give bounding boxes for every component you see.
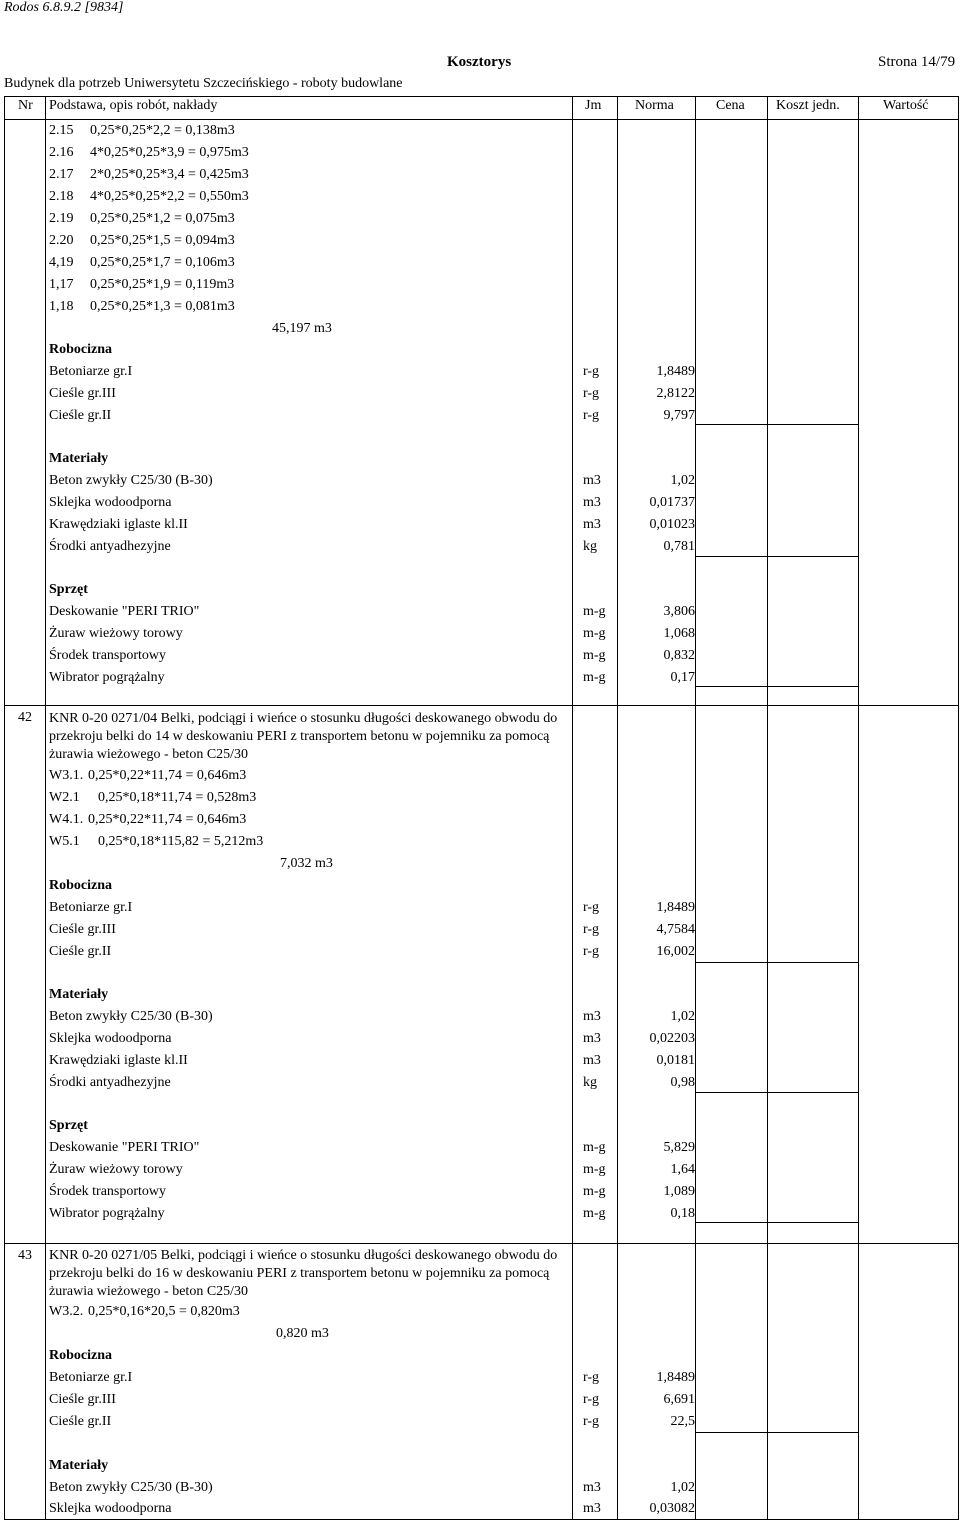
calc-line: W2.1 0,25*0,18*11,74 = 0,528m3 (49, 790, 257, 805)
col-header-value: Wartość (883, 98, 929, 113)
equipment-row: Deskowanie "PERI TRIO" m-g 3,806 (49, 604, 695, 619)
col-header-price: Cena (716, 98, 745, 113)
calc-line: W5.1 0,25*0,18*115,82 = 5,212m3 (49, 834, 264, 849)
material-row: Beton zwykły C25/30 (B-30) m3 1,02 (49, 473, 695, 488)
material-row: Sklejka wodoodporna m3 0,02203 (49, 1031, 695, 1046)
underline (695, 1432, 859, 1433)
material-row: Środki antyadhezyjne kg 0,781 (49, 539, 695, 554)
material-row: Beton zwykły C25/30 (B-30) m3 1,02 (49, 1480, 695, 1495)
col-header-unit: Jm (585, 98, 602, 113)
labor-row: Cieśle gr.III r-g 6,691 (49, 1392, 695, 1407)
labor-row: Cieśle gr.III r-g 4,7584 (49, 922, 695, 937)
quantity-total: 0,820 m3 (276, 1326, 329, 1341)
section-label: Sprzęt (49, 582, 88, 597)
labor-row: Betoniarze gr.I r-g 1,8489 (49, 364, 695, 379)
calc-line: 1,18 0,25*0,25*1,3 = 0,081m3 (49, 299, 235, 314)
position-number: 43 (18, 1248, 32, 1263)
section-label: Robocizna (49, 342, 112, 357)
calc-line: 2.18 4*0,25*0,25*2,2 = 0,550m3 (49, 189, 249, 204)
section-label: Materiały (49, 451, 109, 466)
page-number: Strona 14/79 (878, 54, 956, 70)
project-name: Budynek dla potrzeb Uniwersytetu Szczecińskiego - roboty budowlane (4, 76, 403, 91)
calc-line: 1,17 0,25*0,25*1,9 = 0,119m3 (49, 277, 235, 292)
labor-row: Cieśle gr.II r-g 16,002 (49, 944, 695, 959)
calc-line: 2.17 2*0,25*0,25*3,4 = 0,425m3 (49, 167, 249, 182)
labor-row: Cieśle gr.III r-g 2,8122 (49, 386, 695, 401)
labor-row: Cieśle gr.II r-g 22,5 (49, 1414, 695, 1429)
material-row: Beton zwykły C25/30 (B-30) m3 1,02 (49, 1009, 695, 1024)
position-description: KNR 0-20 0271/05 Belki, podciągi i wieńce o stosunku długości deskowanego obwodu do przekroju belki do 16 w deskowaniu PERI z transportem betonu w pojemniku za pomocą żurawia wieżowego - beton C25/30 (49, 1248, 558, 1299)
labor-row: Betoniarze gr.I r-g 1,8489 (49, 900, 695, 915)
equipment-row: Żuraw wieżowy torowy m-g 1,068 (49, 626, 695, 641)
quantity-total: 7,032 m3 (280, 856, 333, 871)
calc-line: W3.1. 0,25*0,22*11,74 = 0,646m3 (49, 768, 247, 783)
section-label: Materiały (49, 1458, 109, 1473)
position-separator-42 (4, 705, 958, 706)
calc-line: 2.15 0,25*0,25*2,2 = 0,138m3 (49, 123, 235, 138)
document-title: Kosztorys (447, 54, 512, 70)
col-header-norm: Norma (635, 98, 674, 113)
labor-row: Cieśle gr.II r-g 9,797 (49, 408, 695, 423)
position-separator-43 (4, 1243, 958, 1244)
equipment-row: Żuraw wieżowy torowy m-g 1,64 (49, 1162, 695, 1177)
col-header-unit-cost: Koszt jedn. (776, 98, 840, 113)
calc-line: 2.19 0,25*0,25*1,2 = 0,075m3 (49, 211, 235, 226)
quantity-total: 45,197 m3 (272, 321, 332, 336)
calc-line: W3.2. 0,25*0,16*20,5 = 0,820m3 (49, 1304, 240, 1319)
app-title: Rodos 6.8.9.2 [9834] (4, 0, 124, 15)
labor-row: Betoniarze gr.I r-g 1,8489 (49, 1370, 695, 1385)
position-description: KNR 0-20 0271/04 Belki, podciągi i wieńce o stosunku długości deskowanego obwodu do przekroju belki do 14 w deskowaniu PERI z transportem betonu w pojemniku za pomocą żurawia wieżowego - beton C25/30 (49, 711, 558, 762)
equipment-row: Wibrator pogrążalny m-g 0,18 (49, 1206, 695, 1221)
material-row: Sklejka wodoodporna m3 0,03082 (49, 1501, 695, 1516)
material-row: Krawędziaki iglaste kl.II m3 0,01023 (49, 517, 695, 532)
equipment-row: Środek transportowy m-g 1,089 (49, 1184, 695, 1199)
equipment-row: Deskowanie "PERI TRIO" m-g 5,829 (49, 1140, 695, 1155)
col-header-description: Podstawa, opis robót, nakłady (49, 98, 218, 113)
material-row: Środki antyadhezyjne kg 0,98 (49, 1075, 695, 1090)
section-label: Robocizna (49, 1348, 112, 1363)
material-row: Sklejka wodoodporna m3 0,01737 (49, 495, 695, 510)
calc-line: W4.1. 0,25*0,22*11,74 = 0,646m3 (49, 812, 247, 827)
equipment-row: Wibrator pogrążalny m-g 0,17 (49, 670, 695, 685)
equipment-row: Środek transportowy m-g 0,832 (49, 648, 695, 663)
position-number: 42 (18, 710, 32, 725)
section-label: Robocizna (49, 878, 112, 893)
material-row: Krawędziaki iglaste kl.II m3 0,0181 (49, 1053, 695, 1068)
calc-line: 4,19 0,25*0,25*1,7 = 0,106m3 (49, 255, 235, 270)
col-header-nr: Nr (18, 98, 33, 113)
section-label: Sprzęt (49, 1118, 88, 1133)
calc-line: 2.20 0,25*0,25*1,5 = 0,094m3 (49, 233, 235, 248)
table-top-line (4, 96, 958, 97)
calc-line: 2.16 4*0,25*0,25*3,9 = 0,975m3 (49, 145, 249, 160)
section-label: Materiały (49, 987, 109, 1002)
